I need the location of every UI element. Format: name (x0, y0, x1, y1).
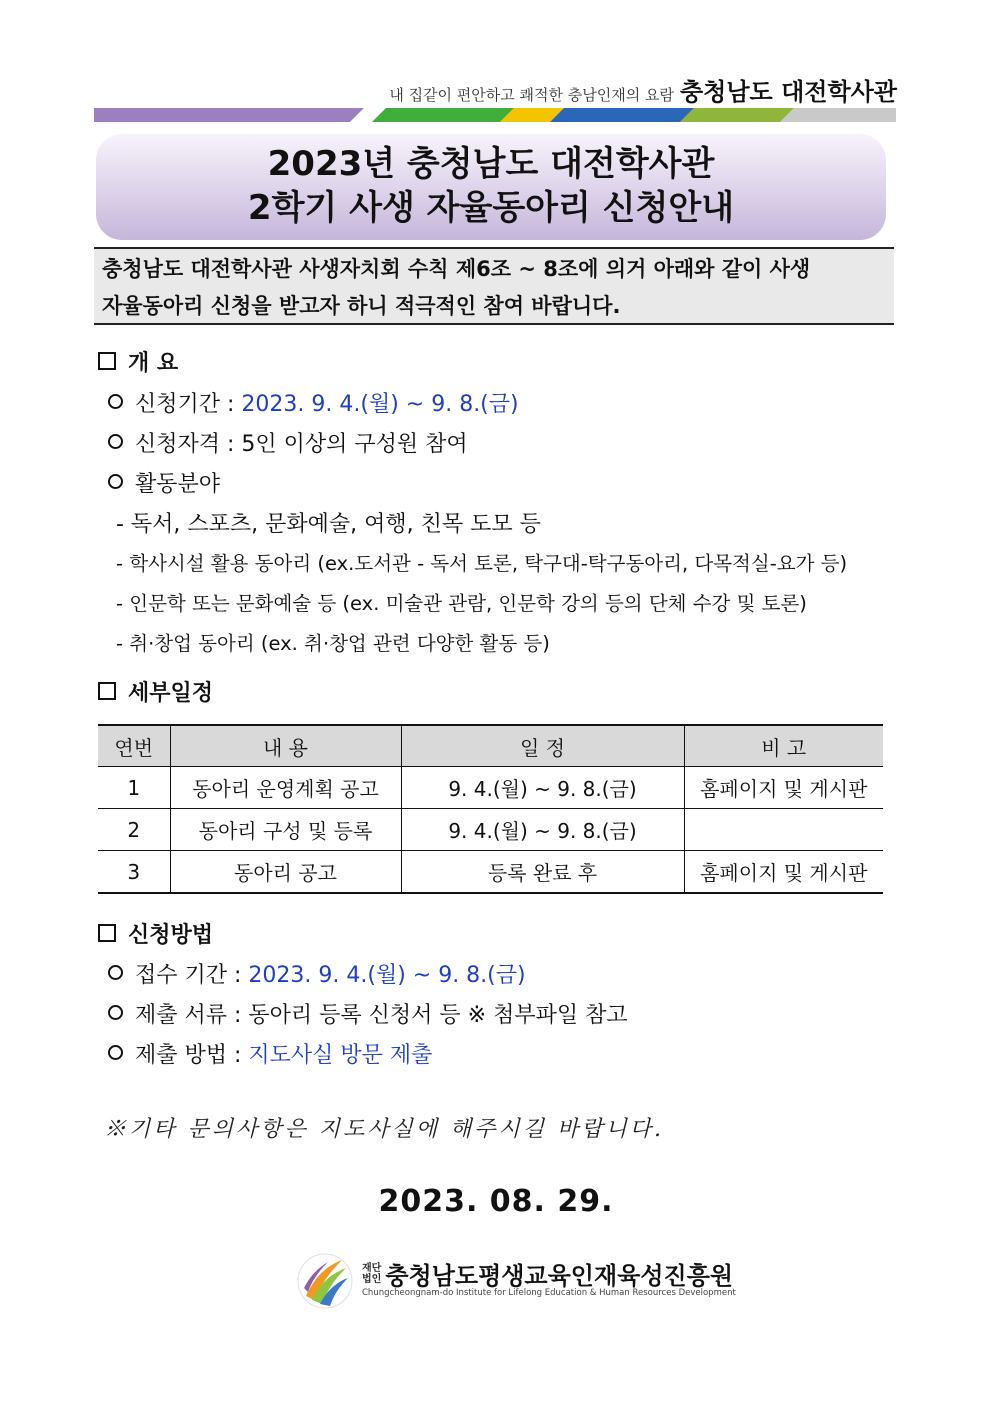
checkbox-square-icon (98, 924, 116, 942)
field-item: - 인문학 또는 문화예술 등 (ex. 미술관 관람, 인문학 강의 등의 단체 수강 및 토론) (116, 592, 807, 615)
circle-bullet-icon (108, 474, 123, 489)
submit-value: 지도사실 방문 제출 (248, 1043, 433, 1068)
contact-note: ※기타 문의사항은 지도사실에 해주시길 바랍니다. (104, 1117, 665, 1142)
table-cell: 동아리 운영계획 공고 (170, 767, 401, 809)
org-prefix-line-2: 법인 (362, 1273, 382, 1285)
receipt-label: 접수 기간 : (135, 963, 249, 988)
title-line-1: 2023년 충청남도 대전학사관 (267, 144, 715, 184)
table-cell: 동아리 공고 (170, 851, 401, 894)
table-cell: 2 (98, 809, 170, 851)
documents-line (108, 998, 628, 1029)
receipt-value: 2023. 9. 4.(월) ~ 9. 8.(금) (248, 963, 526, 988)
circle-bullet-icon (108, 965, 123, 980)
intro-line-2: 자율동아리 신청을 받고자 하니 적극적인 참여 바랍니다. (102, 294, 621, 318)
period-line (108, 387, 519, 418)
receipt-line (108, 958, 526, 989)
column-header: 일 정 (401, 725, 684, 767)
header-tagline (389, 72, 897, 107)
org-prefix (362, 1263, 381, 1285)
intro-line-1: 충청남도 대전학사관 사생자치회 수칙 제6조 ~ 8조에 의거 아래와 같이 사생 (102, 257, 811, 281)
organization-name (362, 1256, 733, 1291)
table-cell: 3 (98, 851, 170, 894)
table-cell: 동아리 구성 및 등록 (170, 809, 401, 851)
color-stripe (94, 108, 896, 122)
document-date: 2023. 08. 29. (378, 1184, 614, 1219)
table-row (98, 809, 883, 851)
table-cell: 9. 4.(월) ~ 9. 8.(금) (401, 767, 684, 809)
section-heading-method (98, 918, 213, 949)
org-name-text: 충청남도평생교육인재육성진흥원 (385, 1262, 734, 1290)
submit-line (108, 1038, 432, 1069)
organization-name-english: Chungcheongnam-do Institute for Lifelong Education & Human Resources Development (362, 1288, 736, 1298)
institute-logo-icon (296, 1252, 354, 1310)
heading-text: 신청방법 (128, 923, 214, 948)
eligibility-line (108, 427, 468, 458)
table-cell: 홈페이지 및 게시판 (684, 767, 883, 809)
schedule-table (98, 724, 883, 894)
heading-text: 개 요 (128, 351, 179, 376)
checkbox-square-icon (98, 352, 116, 370)
fields-label: 활동분야 (135, 472, 221, 497)
circle-bullet-icon (108, 1045, 123, 1060)
table-row (98, 767, 883, 809)
column-header: 비 고 (684, 725, 883, 767)
column-header: 내 용 (170, 725, 401, 767)
field-item: - 취·창업 동아리 (ex. 취·창업 관련 다양한 활동 등) (116, 632, 550, 655)
heading-text: 세부일정 (128, 681, 214, 706)
table-header-row (98, 725, 883, 767)
documents-text: 제출 서류 : 동아리 등록 신청서 등 ※ 첨부파일 참고 (135, 1003, 628, 1028)
circle-bullet-icon (108, 1005, 123, 1020)
table-row (98, 851, 883, 894)
title-line-2: 2학기 사생 자율동아리 신청안내 (247, 188, 735, 228)
fields-line (108, 467, 220, 498)
field-item: - 학사시설 활용 동아리 (ex.도서관 - 독서 토론, 탁구대-탁구동아리, 다목적실-요가 등) (116, 552, 848, 575)
circle-bullet-icon (108, 394, 123, 409)
period-value: 2023. 9. 4.(월) ~ 9. 8.(금) (241, 392, 519, 417)
circle-bullet-icon (108, 434, 123, 449)
field-item: - 독서, 스포츠, 문화예술, 여행, 친목 도모 등 (116, 512, 541, 537)
table-cell: 1 (98, 767, 170, 809)
eligibility-text: 신청자격 : 5인 이상의 구성원 참여 (135, 432, 468, 457)
section-heading-overview (98, 346, 178, 377)
intro-box (94, 247, 894, 325)
period-label: 신청기간 : (135, 392, 242, 417)
table-cell (684, 809, 883, 851)
tagline-text: 내 집같이 편안하고 쾌적한 충남인재의 요람 (389, 86, 674, 104)
brand-name: 충청남도 대전학사관 (679, 78, 897, 106)
org-prefix-line-1: 재단 (362, 1262, 382, 1274)
checkbox-square-icon (98, 682, 116, 700)
table-cell: 등록 완료 후 (401, 851, 684, 894)
table-cell: 홈페이지 및 게시판 (684, 851, 883, 894)
column-header: 연번 (98, 725, 170, 767)
section-heading-schedule (98, 676, 213, 707)
submit-label: 제출 방법 : (135, 1043, 249, 1068)
table-cell: 9. 4.(월) ~ 9. 8.(금) (401, 809, 684, 851)
title-banner (96, 134, 886, 240)
